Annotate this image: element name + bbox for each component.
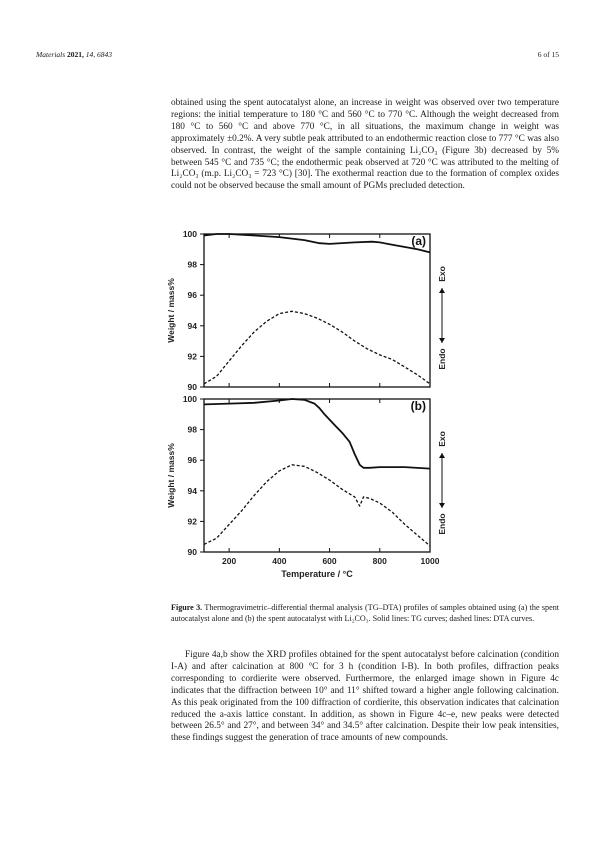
y-axis-label: Weight / mass% [166, 278, 176, 343]
exo-label: Exo [437, 431, 447, 447]
y-tick-label: 94 [187, 485, 197, 496]
y-tick-label: 94 [187, 320, 197, 331]
x-tick-label: 800 [372, 556, 387, 566]
exo-arrowhead [439, 453, 445, 458]
caption-label: Figure 3. [171, 603, 203, 612]
journal-year: 2021, [67, 50, 84, 59]
endo-arrowhead [439, 338, 445, 343]
page-number: 6 of 15 [537, 50, 559, 59]
y-tick-label: 100 [182, 394, 197, 404]
panel-label: (b) [410, 399, 426, 413]
journal-citation [36, 50, 112, 64]
x-tick-label: 1000 [420, 556, 440, 566]
panel-label: (a) [411, 234, 426, 248]
x-tick-label: 600 [322, 556, 337, 566]
y-tick-label: 96 [187, 455, 197, 466]
endo-label: Endo [437, 348, 447, 370]
journal-name: Materials [36, 50, 66, 59]
series-2-solid [204, 399, 430, 469]
x-tick-label: 400 [272, 556, 287, 566]
y-tick-label: 98 [187, 424, 197, 435]
x-axis-label: Temperature / °C [281, 569, 353, 579]
y-tick-label: 92 [187, 351, 197, 362]
figure-3 [160, 222, 580, 594]
body-paragraph-2 [171, 650, 559, 745]
figure-caption [171, 603, 559, 624]
panel-1-frame [204, 234, 430, 387]
body-paragraph-1: obtained using the spent autocatalyst alone, an increase in weight was observed over two temperature regions: the initial temperature to 180 °C and 560 °C to 770 °C. Although the weight decreased from 180 °C to 560 °C and above 770 °C, in all situations, the maximum change in weight was approximately ±0.2%. A very subtle peak attributed to an endothermic reaction close to 777 °C was also observed. In contrast, the weight of the sample containing Li₂CO₃ (Figure 3b) decreased by 5% between 545 °C and 735 °C; the endothermic peak observed at 720 °C was attributed to the melting of Li₂CO₃ (m.p. Li₂CO₃ = 723 °C) [30]. The exothermal reaction due to the formation of complex oxides could not be observed because the small amount of PGMs precluded detection. [171, 98, 559, 192]
series-1-solid [204, 234, 430, 252]
exo-label: Exo [437, 266, 447, 282]
y-tick-label: 90 [187, 547, 197, 557]
exo-arrowhead [439, 288, 445, 293]
y-axis-label: Weight / mass% [166, 443, 176, 508]
body-paragraph-2-text: Figure 4a,b show the XRD profiles obtained for the spent autocatalyst before calcination (condition I-A) and after calcination at 800 °C for 3 h (condition I-B). In both profiles, diffraction peaks corresponding to cordierite were observed. Furthermore, the enlarged image shown in Figure 4c indicates that the diffraction between 10° and 11° shifted toward a higher angle following calcination. As this peak originated from the 100 diffraction of cordierite, this observation indicates that calcination reduced the a-axis lattice constant. In addition, as shown in Figure 4c–e, new peaks were detected between 26.5° and 27°, and between 34° and 34.5° after calcination. Despite their low peak intensities, these findings suggest the generation of trace amounts of new compounds. [171, 650, 559, 744]
y-tick-label: 100 [182, 229, 197, 239]
series-2-dashed [204, 465, 430, 546]
journal-volume: 14, [85, 50, 96, 59]
y-tick-label: 90 [187, 382, 197, 392]
caption-text: Thermogravimetric–differential thermal analysis (TG–DTA) profiles of samples obtained using (a) the spent autocatalyst alone and (b) the spent autocatalyst with Li₂CO₃. Solid lines: TG curves; dashed lines: DTA curves. [171, 603, 559, 623]
endo-arrowhead [439, 503, 445, 508]
x-tick-label: 200 [222, 556, 237, 566]
series-1-dashed [204, 311, 430, 384]
panel-2-frame [204, 399, 430, 552]
y-tick-label: 98 [187, 259, 197, 270]
y-tick-label: 96 [187, 290, 197, 301]
article-number: 6843 [97, 50, 113, 59]
page-header [36, 50, 559, 64]
endo-label: Endo [437, 513, 447, 535]
y-tick-label: 92 [187, 516, 197, 527]
